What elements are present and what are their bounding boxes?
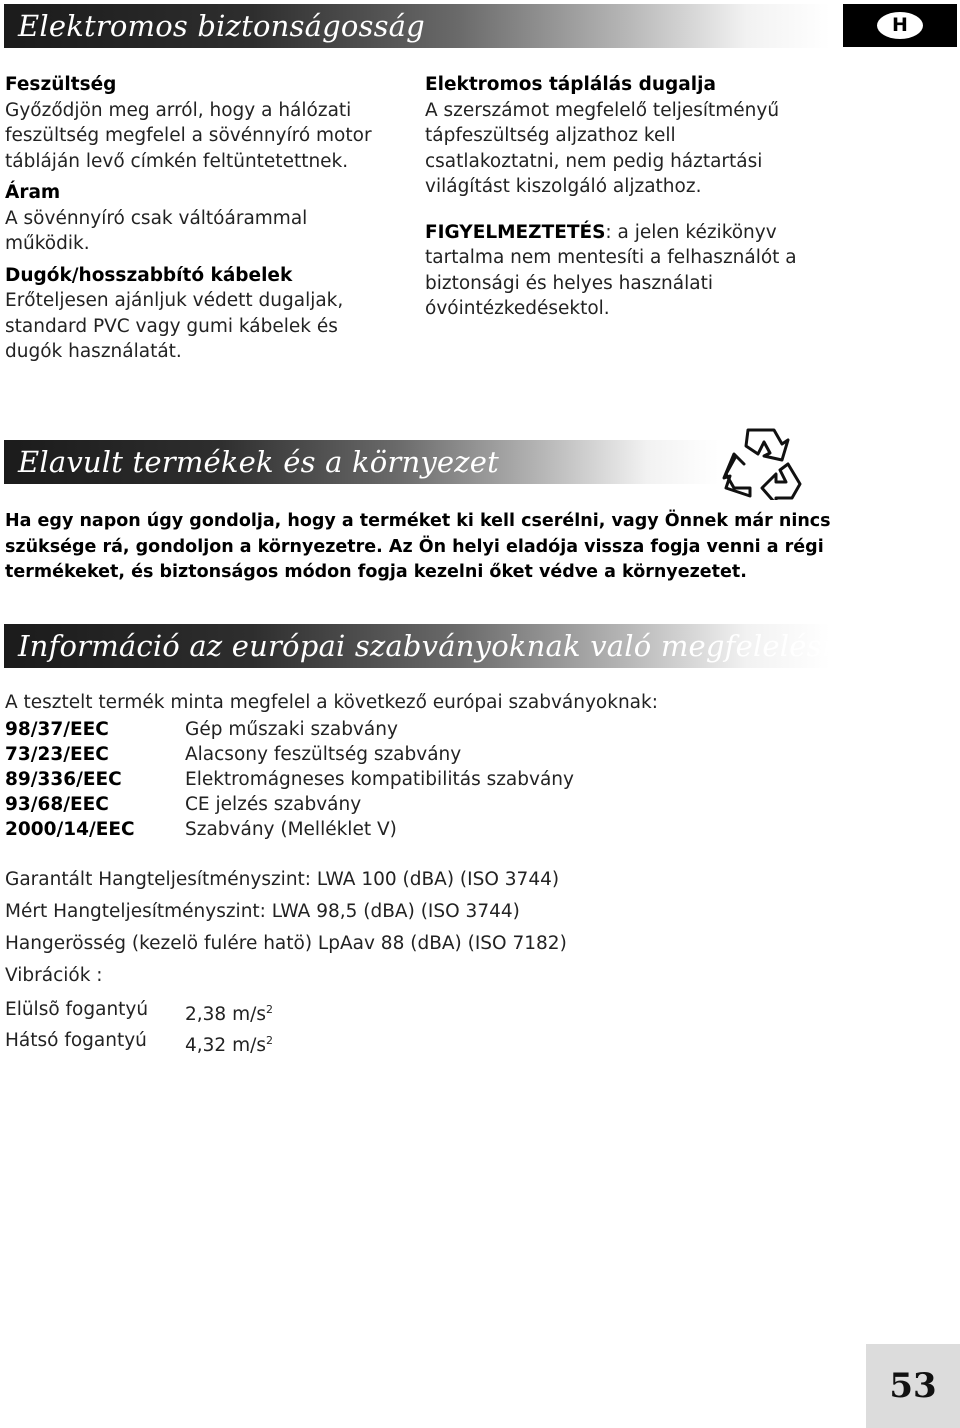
- standards-row: [5, 792, 574, 817]
- standard-description: Elektromágneses kompatibilitás szabvány: [185, 769, 574, 790]
- vibration-handle-name: Elülsõ fogantyú: [5, 999, 149, 1020]
- current-text: A sövénnyíró csak váltóárammal működik.: [5, 207, 308, 254]
- page-number: 53: [889, 1366, 937, 1406]
- standard-description: Gép műszaki szabvány: [185, 719, 398, 740]
- warning-label: FIGYELMEZTETÉS: [425, 221, 606, 243]
- language-badge: H: [877, 12, 923, 39]
- standard-code: 2000/14/EEC: [5, 819, 135, 840]
- language-tab: [843, 4, 957, 47]
- standards-row: [5, 742, 574, 767]
- section-header-standards: [4, 624, 863, 668]
- vibration-value: 2,38 $m/s^2$: [185, 1003, 273, 1026]
- standards-row: [5, 717, 574, 742]
- vibration-list: [5, 997, 273, 1059]
- standards-intro: A tesztelt termék minta megfelel a következő európai szabványoknak:: [5, 692, 658, 713]
- standard-code: 89/336/EEC: [5, 769, 122, 790]
- socket-heading: Elektromos táplálás dugalja: [425, 74, 716, 95]
- standard-code: 73/23/EEC: [5, 744, 109, 765]
- guaranteed-sound-level: Garantált Hangteljesítményszint: LWA 100 (dBA) (ISO 3744): [5, 869, 560, 890]
- section-title-standards: Információ az európai szabványoknak való megfelelésrol: [18, 629, 863, 663]
- plugs-heading: Dugók/hosszabbító kábelek: [5, 264, 293, 286]
- warning-text: : a jelen kézikönyv tartalma nem mentesíti a felhasználót a biztonsági és helyes használati óvóintézkedésektol.: [425, 221, 797, 319]
- recycle-icon: [722, 426, 802, 500]
- current-heading: Áram: [5, 182, 61, 203]
- standard-description: CE jelzés szabvány: [185, 794, 362, 815]
- voltage-heading: Feszültség: [5, 74, 117, 95]
- environment-text: Ha egy napon úgy gondolja, hogy a terméket ki kell cserélni, vagy Önnek már nincs szüksége rá, gondoljon a környezetre. Az Ön helyi eladója vissza fogja venni a régi termékeket, és biztonságos módon fogja kezelni őket védve a környezetet.: [5, 511, 831, 582]
- vibration-row: [5, 1028, 273, 1059]
- safety-right-column: [425, 72, 825, 322]
- vibration-row: [5, 997, 273, 1028]
- vibration-value: 4,32 $m/s^2$: [185, 1034, 273, 1057]
- standard-description: Szabvány (Melléklet V): [185, 819, 397, 840]
- section-title-safety: Elektromos biztonságosság: [18, 9, 425, 43]
- warning-paragraph: [425, 220, 803, 322]
- standard-code: 98/37/EEC: [5, 719, 109, 740]
- standard-description: Alacsony feszültség szabvány: [185, 744, 462, 765]
- standards-row: [5, 767, 574, 792]
- section-title-environment: Elavult termékek és a környezet: [18, 445, 499, 479]
- voltage-text: Győződjön meg arról, hogy a hálózati feszültség megfelel a sövénnyíró motor tábláján levő címkén feltüntetettnek.: [5, 99, 372, 172]
- standards-list: [5, 717, 574, 842]
- operator-sound-pressure: Hangerösség (kezelö fulére hatö) LpAav 88 (dBA) (ISO 7182): [5, 933, 567, 954]
- standard-code: 93/68/EEC: [5, 794, 109, 815]
- section-header-safety: [4, 4, 830, 48]
- socket-text: A szerszámot megfelelő teljesítményű tápfeszültség aljzathoz kell csatlakoztatni, nem pedig háztartási világítást kiszolgáló aljzathoz.: [425, 99, 780, 197]
- standards-row: [5, 817, 574, 842]
- page-number-box: [866, 1344, 960, 1428]
- section-header-environment: [4, 440, 719, 484]
- measured-sound-level: Mért Hangteljesítményszint: LWA 98,5 (dBA) (ISO 3744): [5, 901, 520, 922]
- vibration-label: Vibrációk :: [5, 965, 103, 986]
- plugs-text: Erőteljesen ajánljuk védett dugaljak, standard PVC vagy gumi kábelek és dugók használatát.: [5, 290, 344, 362]
- safety-left-column: [5, 72, 405, 365]
- vibration-handle-name: Hátsó fogantyú: [5, 1030, 147, 1052]
